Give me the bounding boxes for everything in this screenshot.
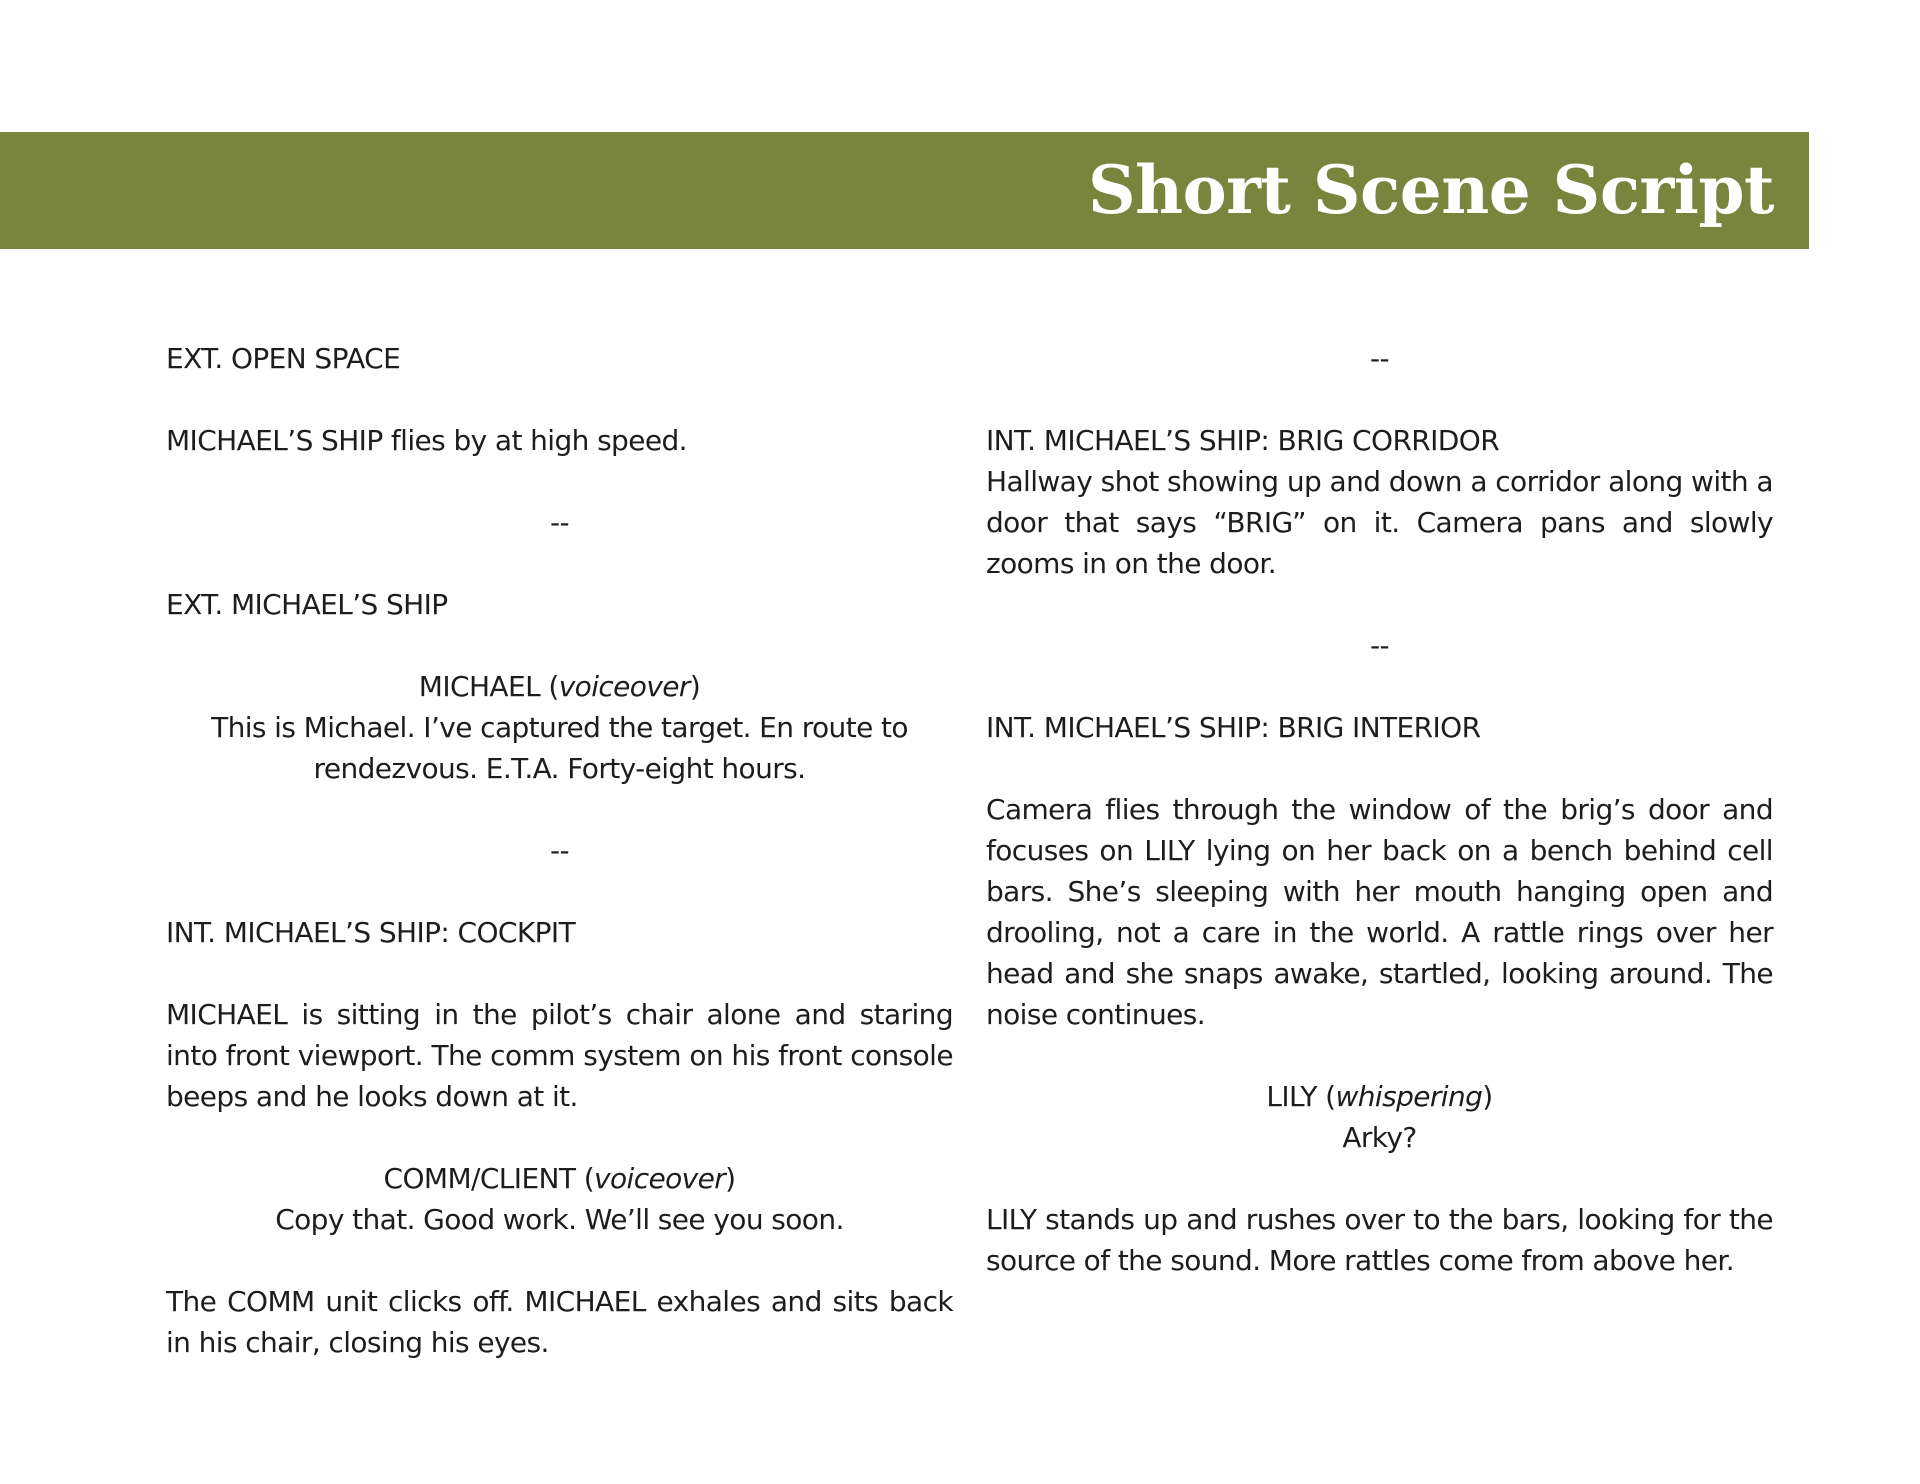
character-cue [166, 666, 953, 707]
spacer [986, 379, 1773, 420]
spacer [166, 1240, 953, 1281]
spacer [986, 748, 1773, 789]
character-name: MICHAEL ( [418, 670, 559, 703]
spacer [166, 461, 953, 502]
scene-heading: INT. MICHAEL’S SHIP: BRIG CORRIDOR [986, 424, 1500, 457]
spacer [166, 625, 953, 666]
action-paragraph: The COMM unit clicks off. MICHAEL exhales and sits back in his chair, closing his eyes. [166, 1285, 953, 1359]
spacer [986, 584, 1773, 625]
spacer [986, 1035, 1773, 1076]
character-name: COMM/CLIENT ( [383, 1162, 595, 1195]
spacer [166, 379, 953, 420]
spacer [166, 789, 953, 830]
page-title: Short Scene Script [1087, 151, 1774, 229]
title-banner [0, 132, 1809, 249]
action-paragraph: LILY stands up and rushes over to the bars, looking for the source of the sound. More rattles come from above her. [986, 1203, 1773, 1277]
scene-heading: EXT. OPEN SPACE [166, 342, 401, 375]
dialogue: Arky? [1342, 1121, 1417, 1154]
scene-heading: INT. MICHAEL’S SHIP: BRIG INTERIOR [986, 711, 1481, 744]
script-column-right [986, 338, 1773, 1281]
spacer [986, 666, 1773, 707]
action-paragraph: MICHAEL is sitting in the pilot’s chair alone and staring into front viewport. The comm system on his front console beeps and he looks down at it. [166, 998, 953, 1113]
character-cue [166, 1158, 953, 1199]
spacer [166, 543, 953, 584]
script-column-left [166, 338, 953, 1363]
parenthetical: voiceover [558, 670, 690, 703]
parenthetical: whispering [1335, 1080, 1483, 1113]
spacer [986, 1158, 1773, 1199]
parenthetical-close: ) [689, 670, 701, 703]
parenthetical-close: ) [1482, 1080, 1493, 1113]
dialogue: Copy that. Good work. We’ll see you soon. [275, 1203, 844, 1236]
action-paragraph: Hallway shot showing up and down a corridor along with a door that says “BRIG” on it. Camera pans and slowly zooms in on the door. [986, 465, 1773, 580]
parenthetical: voiceover [594, 1162, 726, 1195]
character-name: LILY ( [1266, 1080, 1336, 1113]
scene-separator: -- [549, 506, 569, 539]
action-line: MICHAEL’S SHIP flies by at high speed. [166, 424, 687, 457]
scene-separator: -- [1369, 342, 1389, 375]
parenthetical-close: ) [725, 1162, 736, 1195]
scene-heading: INT. MICHAEL’S SHIP: COCKPIT [166, 916, 576, 949]
spacer [166, 1117, 953, 1158]
scene-heading: EXT. MICHAEL’S SHIP [166, 588, 448, 621]
action-paragraph: Camera flies through the window of the brig’s door and focuses on LILY lying on her back on a bench behind cell bars. She’s sleeping with her mouth hanging open and drooling, not a care in the world. A rattle rings over her head and she snaps awake, startled, looking around. The noise continues. [986, 793, 1773, 1031]
scene-separator: -- [549, 834, 569, 867]
character-cue [986, 1076, 1773, 1117]
spacer [166, 871, 953, 912]
dialogue: This is Michael. I’ve captured the target. En route to rendezvous. E.T.A. Forty-eight hours. [211, 711, 908, 785]
scene-separator: -- [1369, 629, 1389, 662]
spacer [166, 953, 953, 994]
